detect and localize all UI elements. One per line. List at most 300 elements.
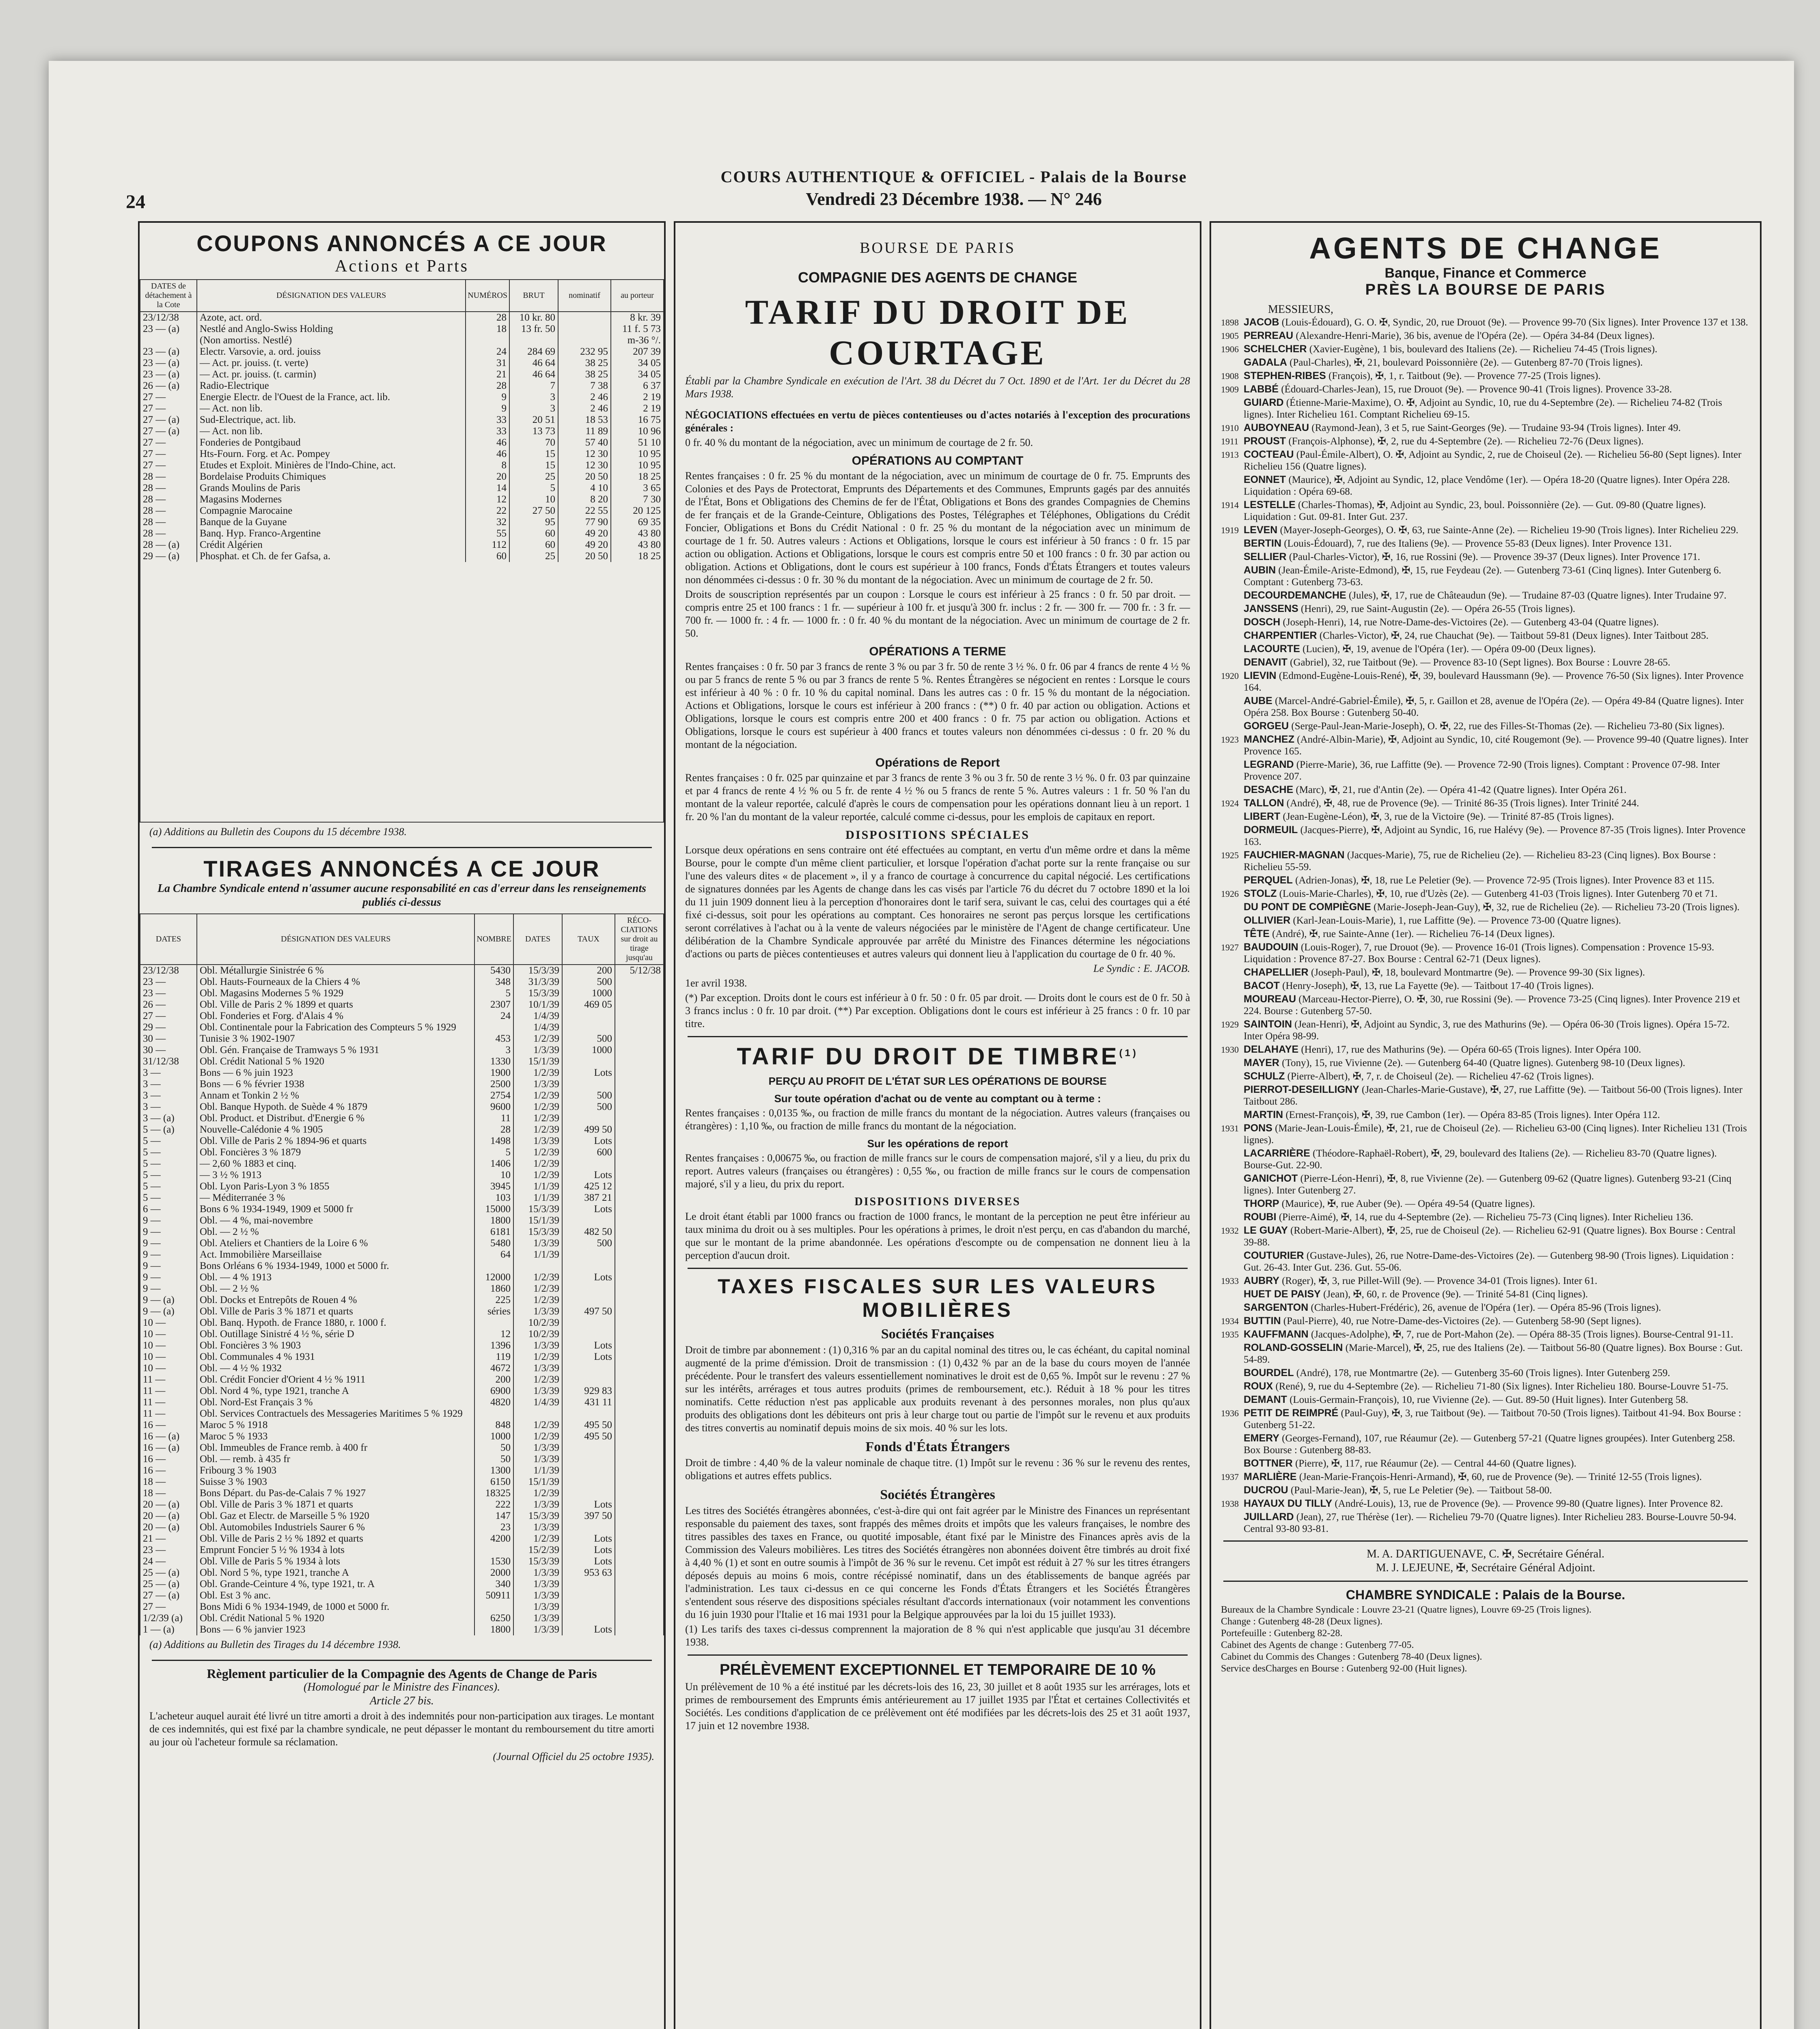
table-cell xyxy=(615,1544,664,1556)
list-item xyxy=(1221,1084,1750,1107)
table-cell: 8 xyxy=(466,460,509,471)
col-porteur: au porteur xyxy=(611,280,664,312)
table-cell: 55 xyxy=(466,528,509,539)
table-cell: 15 xyxy=(509,460,558,471)
list-item xyxy=(1221,1329,1750,1340)
agent-name: BOTTNER xyxy=(1244,1458,1293,1469)
agent-entry xyxy=(1244,317,1748,328)
table-cell: 425 12 xyxy=(562,1181,615,1192)
table-cell: 1/1/39 xyxy=(513,1181,562,1192)
table-cell: 7 30 xyxy=(611,494,664,505)
table-cell: Magasins Modernes xyxy=(197,494,466,505)
table-cell xyxy=(562,1476,615,1488)
table-cell: Energie Electr. de l'Ouest de la France, act. lib. xyxy=(197,392,466,403)
list-item xyxy=(1221,538,1750,549)
table-cell xyxy=(615,1238,664,1249)
agent-year xyxy=(1221,564,1244,588)
table-cell xyxy=(562,1590,615,1601)
table-cell: Emprunt Foncier 5 ½ % 1934 à lots xyxy=(197,1544,474,1556)
agent-year: 1930 xyxy=(1221,1045,1239,1055)
table-cell: 9 — (a) xyxy=(140,1306,197,1317)
table-cell: 499 50 xyxy=(562,1124,615,1135)
report-text: Rentes françaises : 0 fr. 025 par quinzaine et par 3 francs de rente 3 % ou 3 fr. 50 de rente 3 ½ %. 0 fr. 03 par quinzaine et par 4 francs de rente 4 ½ % ou 5 fr. de rente 4 ½ % ou 5 francs de rente 5 %. Autres valeurs : 1 fr. 50 % l'an du montant de la valeur reportée, calculé d'après le cours de compensation pour les opérations donnant lieu à un report. 1 fr. 20 % l'an du montant de la valeur reportée, calculé comme ci-dessus, pour les emplois de capitaux en report. xyxy=(685,772,1190,823)
table-cell xyxy=(562,1295,615,1306)
agent-name: SAINTOIN xyxy=(1244,1019,1292,1030)
table-cell: 27 — (a) xyxy=(140,426,197,437)
table-cell: Act. Immobilière Marseillaise xyxy=(197,1249,474,1260)
table-cell: Fribourg 3 % 1903 xyxy=(197,1465,474,1476)
agent-details: (Robert-Marie-Albert), ✠, 25, rue de Choiseul (2e). — Richelieu 62-91 (Quatre lignes). Box Bourse : Central 39-88. xyxy=(1244,1225,1736,1248)
table-cell xyxy=(513,1408,562,1419)
table-cell xyxy=(615,1272,664,1283)
table-cell: 8 20 xyxy=(558,494,611,505)
table-cell xyxy=(615,1567,664,1579)
table-cell xyxy=(615,1351,664,1363)
agent-year xyxy=(1221,824,1244,848)
table-cell: 20 xyxy=(466,471,509,482)
table-cell: 600 xyxy=(562,1147,615,1158)
table-cell: — Act. non lib. xyxy=(197,426,466,437)
agent-year: 1911 xyxy=(1221,436,1239,446)
list-item xyxy=(1221,1044,1750,1055)
table-cell: Obl. — 2 ½ % xyxy=(197,1283,474,1295)
table-cell: 348 xyxy=(474,976,513,988)
table-cell: 1/3/39 xyxy=(513,1135,562,1147)
table-cell: 70 xyxy=(509,437,558,448)
table-cell xyxy=(558,312,611,323)
table-row xyxy=(140,1590,664,1601)
table-cell: 11 89 xyxy=(558,426,611,437)
reglement-source: (Journal Officiel du 25 octobre 1935). xyxy=(493,1751,654,1762)
table-cell: 29 — xyxy=(140,1022,197,1033)
table-cell: Maroc 5 % 1933 xyxy=(197,1431,474,1442)
agent-name: BAUDOUIN xyxy=(1244,941,1298,953)
table-cell: Obl. Automobiles Industriels Saurer 6 % xyxy=(197,1522,474,1533)
agent-year xyxy=(1221,551,1244,563)
table-cell xyxy=(615,1374,664,1385)
table-cell xyxy=(615,1442,664,1454)
table-cell: 1800 xyxy=(474,1624,513,1635)
table-cell: 27 — xyxy=(140,392,197,403)
table-cell xyxy=(615,1045,664,1056)
table-cell: 24 xyxy=(466,346,509,358)
table-cell: 20 — (a) xyxy=(140,1510,197,1522)
table-cell xyxy=(615,1510,664,1522)
agent-year: 1920 xyxy=(1221,671,1239,681)
taxes-footnote: (1) Les tarifs des taxes ci-dessus comprennent la majoration de 8 % qui n'est applicable que jusqu'au 31 décembre 1938. xyxy=(685,1623,1190,1648)
table-cell: Obl. Banq. Hypoth. de France 1880, r. 1000 f. xyxy=(197,1317,474,1329)
table-cell: 16 — xyxy=(140,1454,197,1465)
agent-year xyxy=(1221,1381,1244,1392)
agent-details: (François), ✠, 1, r. Taitbout (9e). — Provence 77-25 (Trois lignes). xyxy=(1328,370,1601,381)
table-cell: 9 — xyxy=(140,1215,197,1226)
agent-name: ROUBI xyxy=(1244,1211,1277,1223)
table-cell: 1/1/39 xyxy=(513,1192,562,1204)
table-cell: 848 xyxy=(474,1419,513,1431)
coupons-table-blank xyxy=(140,562,664,823)
timbre-report-text: Rentes françaises : 0,00675 ‰, ou fraction de mille francs sur le cours de compensation majoré, s'il y a lieu, du prix du report. Autres valeurs (françaises ou étrangères) : 0,55 ‰, ou fraction de mille francs sur le cours de compensation majoré, s'il y a lieu, du prix du report. xyxy=(685,1152,1190,1190)
table-cell: 46 xyxy=(466,437,509,448)
table-cell: 7 38 xyxy=(558,380,611,392)
masthead-title: COURS AUTHENTIQUE & OFFICIEL - Palais de la Bourse xyxy=(720,168,1187,186)
table-cell: 5430 xyxy=(474,965,513,976)
table-row xyxy=(140,1295,664,1306)
table-cell: 16 — (a) xyxy=(140,1431,197,1442)
list-item xyxy=(1221,474,1750,498)
table-cell: 2000 xyxy=(474,1567,513,1579)
table-cell: 15/1/39 xyxy=(513,1476,562,1488)
table-cell xyxy=(615,1260,664,1272)
agent-entry xyxy=(1244,1367,1670,1379)
table-cell: 38 25 xyxy=(558,358,611,369)
list-item xyxy=(1221,1198,1750,1210)
agent-year xyxy=(1221,1394,1244,1406)
table-cell: 1/2/39 xyxy=(513,1113,562,1124)
agent-year: 1935 xyxy=(1221,1329,1239,1340)
agent-entry xyxy=(1244,1148,1750,1171)
agent-details: (Marie-Jean-Louis-Émile), ✠, 21, rue de Choiseul (2e). — Richelieu 63-00 (Cinq lignes). Inter Richelieu 131 (Trois lignes). xyxy=(1244,1123,1747,1146)
agent-entry xyxy=(1244,474,1750,498)
coupons-subtitle: Actions et Parts xyxy=(335,257,469,276)
table-cell: 25 — (a) xyxy=(140,1579,197,1590)
list-item xyxy=(1221,317,1750,328)
table-cell: Lots xyxy=(562,1170,615,1181)
table-cell: Lots xyxy=(562,1556,615,1567)
agents-sub2: PRÈS LA BOURSE DE PARIS xyxy=(1365,281,1606,298)
agent-name: PROUST xyxy=(1244,435,1286,447)
table-cell: 27 — xyxy=(140,1010,197,1022)
reglement-title: Règlement particulier de la Compagnie des Agents de Change de Paris xyxy=(207,1666,597,1681)
table-cell: 16 — xyxy=(140,1419,197,1431)
agent-details: (Jacques-Pierre), ✠, Adjoint au Syndic, 16, rue Halévy (9e). — Provence 87-35 (Trois lignes). Inter Provence 163. xyxy=(1244,825,1746,847)
table-cell: 9 — xyxy=(140,1272,197,1283)
agent-entry xyxy=(1244,967,1645,978)
table-cell: Obl. Docks et Entrepôts de Rouen 4 % xyxy=(197,1295,474,1306)
table-row xyxy=(140,976,664,988)
table-cell: 51 10 xyxy=(611,437,664,448)
table-cell xyxy=(615,1397,664,1408)
agent-name: MARLIÈRE xyxy=(1244,1471,1297,1482)
table-cell: 1406 xyxy=(474,1158,513,1170)
agent-entry xyxy=(1244,720,1725,732)
agent-details: (Jean-Eugène-Léon), ✠, 3, rue de la Victoire (9e). — Trinité 87-85 (Trois lignes). xyxy=(1283,811,1614,822)
courtage-date: 1er avril 1938. xyxy=(685,977,747,989)
table-cell xyxy=(474,1408,513,1419)
table-row xyxy=(140,1544,664,1556)
agent-name: GORGEU xyxy=(1244,720,1289,732)
table-cell: 46 64 xyxy=(509,358,558,369)
table-cell: Obl. Ville de Paris 3 % 1871 et quarts xyxy=(197,1499,474,1510)
list-item xyxy=(1221,915,1750,926)
list-item xyxy=(1221,1302,1750,1314)
table-cell xyxy=(615,1624,664,1635)
list-item xyxy=(1221,1394,1750,1406)
table-row xyxy=(140,1045,664,1056)
agent-entry xyxy=(1244,643,1596,655)
agent-details: (André), 178, rue Montmartre (2e). — Gutenberg 35-60 (Trois lignes). Inter Gutenberg 259. xyxy=(1296,1368,1670,1379)
agent-entry xyxy=(1244,1458,1576,1469)
table-row xyxy=(140,323,664,335)
table-cell: 1/2/39 xyxy=(513,1488,562,1499)
taxes-fr-heading: Sociétés Françaises xyxy=(881,1327,994,1342)
list-item xyxy=(1221,797,1750,809)
agent-details: (Louis-Roger), 7, rue Drouot (9e). — Provence 16-01 (Trois lignes). Compensation : Provence 15-93. Liquidation : Provence 87-27. Box Bourse : Central 62-71 (Deux lignes). xyxy=(1244,942,1714,965)
table-cell: Lots xyxy=(562,1340,615,1351)
agent-entry xyxy=(1244,330,1655,342)
chambre-line: Bureaux de la Chambre Syndicale : Louvre 23-21 (Quatre lignes), Louvre 69-25 (Trois lignes). xyxy=(1221,1605,1591,1615)
table-cell xyxy=(615,1204,664,1215)
table-cell xyxy=(562,1465,615,1476)
exceptions-text: (*) Par exception. Droits dont le cours est inférieur à 0 fr. 50 : 0 fr. 05 par droit. — Droits dont le cours est de 0 fr. 50 à 3 francs inclus : 0 fr. 10 par droit. (**) Par exception. Obligations dont le cours est inférieur à 25 francs : 0 fr. 10 par titre. xyxy=(685,992,1190,1030)
agent-details: (Paul-Marie-Jean), ✠, 5, rue Le Peletier (9e). — Taitbout 58-00. xyxy=(1290,1485,1552,1496)
table-cell xyxy=(140,335,197,346)
table-cell: 6 — xyxy=(140,1204,197,1215)
table-cell: 1/2/39 xyxy=(513,1124,562,1135)
table-cell: 15/3/39 xyxy=(513,1204,562,1215)
table-cell: — 2,60 % 1883 et cinq. xyxy=(197,1158,474,1170)
col-dates: DATES de détachement à la Cote xyxy=(140,280,197,312)
table-cell: 1/3/39 xyxy=(513,1442,562,1454)
table-cell: 10 96 xyxy=(611,426,664,437)
table-cell: 64 xyxy=(474,1249,513,1260)
table-row xyxy=(140,335,664,346)
table-cell: Phosphat. et Ch. de fer Gafsa, a. xyxy=(197,551,466,562)
agent-year: 1934 xyxy=(1221,1316,1239,1326)
table-cell: 5 — xyxy=(140,1192,197,1204)
page-number: 24 xyxy=(126,191,145,213)
table-cell: 1/3/39 xyxy=(513,1385,562,1397)
table-cell: 1860 xyxy=(474,1283,513,1295)
agent-name: THORP xyxy=(1244,1198,1279,1209)
terme-heading: OPÉRATIONS A TERME xyxy=(869,645,1006,658)
list-item xyxy=(1221,759,1750,782)
dispositions-text: Lorsque deux opérations en sens contraire ont été effectuées au comptant, en vertu d'un même ordre et dans la même Bourse, pour le compte d'un même client particulier, et lorsque l'opération d'achat porte sur la rente française ou sur l'une des valeurs dites « de placement », il y a franco de courtage à concurrence du capital négocié. Les certifications de signatures données par les Agents de change dans les cas visés par l'article 76 du décret du 7 octobre 1890 et la loi du 11 juin 1909 donnent lieu à la perception d'honoraires dont le tarif sera, suivant le cas, celui des courtages qui a été fixé ci-dessus, soit pour les opérations au comptant. Ces honoraires ne seront pas perçus lorsque les certifications seront corrélatives à l'achat ou à la vente de valeurs négociées par le ministère de l'Agent de change certificateur. Une délibération de la Chambre Syndicale approuvée par arrêté du Ministre des Finances détermine les négociations d'actions ou parts de pièces contentieuses et autres valeurs qui donnent lieu à l'application du courtage de 0 fr. 40 %. xyxy=(685,844,1190,960)
agent-year xyxy=(1221,603,1244,615)
table-cell: 1/3/39 xyxy=(513,1567,562,1579)
table-row xyxy=(140,1113,664,1124)
table-cell: 24 xyxy=(474,1010,513,1022)
table-cell: Obl. Foncières 3 % 1903 xyxy=(197,1340,474,1351)
table-row xyxy=(140,539,664,551)
table-row xyxy=(140,403,664,414)
agent-details: (Charles-Hubert-Frédéric), 26, avenue de l'Opéra (1er). — Opéra 85-96 (Trois lignes). xyxy=(1311,1302,1661,1313)
comptant-text: Rentes françaises : 0 fr. 25 % du montant de la négociation, avec un minimum de courtage de 0 fr. 75. Emprunts des Colonies et des Pays de Protectorat, Emprunts des Départements et des Communes, Emprunts gagés par des annuités de l'État, Bons et Obligations des Chemins de fer de l'État, Obligations et Bons des grandes Compagnies de Chemins de fer français et de la Grande-Ceinture, Obligations des Postes, Télégraphes et Téléphones, Obligations du Crédit Foncier, Obligations et Bons du Crédit National : 0 fr. 25 % du montant de la négociation avec un minimum de courtage de 1 fr. 50. Autres valeurs : Actions et Obligations, lorsque le cours est inférieur à 50 francs : 0 fr. 15 par action ou obligation. Actions et Obligations, lorsque le cours est compris entre 50 et 100 francs : 0 fr. 30 par action ou obligation. Actions et Obligations, dont le cours est supérieur à 100 francs, Fonds d'États Étrangers et toutes valeurs non dénommées ci-dessus : 0 fr. 30 % du montant de la négociation. Avec un minimum de courtage de 2 fr. 50. xyxy=(685,470,1190,586)
table-cell: 1900 xyxy=(474,1067,513,1079)
chambre-line: Cabinet des Agents de change : Gutenberg 77-05. xyxy=(1221,1640,1414,1650)
terme-text: Rentes françaises : 0 fr. 50 par 3 francs de rente 3 % ou par 3 fr. 50 de rente 3 ½ %. 0 fr. 06 par 4 francs de rente 4 ½ % ou par 5 francs de rente 5 % ou par 3 francs de rente 5 %. Rentes Étrangères se négocient en rentes : Lorsque le cours est inférieur à 40 % : 0 fr. 10 % du capital nominal. Dans les autres cas : 0 fr. 15 % du montant de la négociation. Actions et Obligations, lorsque le cours est inférieur à 200 francs : (**) 0 fr. 40 par action ou obligation. Actions et Obligations, lorsque le cours est compris entre 200 et 400 francs : 0 fr. 75 par action ou obligation. Actions et Obligations, lorsque le cours est supérieur à 400 francs et toutes valeurs non dénommées ci-dessus : 0 fr. 20 % du montant de la négociation. xyxy=(685,661,1190,750)
table-cell: Hts-Fourn. Forg. et Ac. Pompey xyxy=(197,448,466,460)
table-cell xyxy=(615,1113,664,1124)
table-cell xyxy=(615,1590,664,1601)
table-row xyxy=(140,1022,664,1033)
table-cell: Obl. Nord-Est Français 3 % xyxy=(197,1397,474,1408)
table-cell: 50 xyxy=(474,1454,513,1465)
table-row xyxy=(140,1033,664,1045)
table-cell: Grands Moulins de Paris xyxy=(197,482,466,494)
table-cell: 6250 xyxy=(474,1613,513,1624)
table-row xyxy=(140,380,664,392)
table-cell: 11 xyxy=(474,1113,513,1124)
table-cell: 26 — xyxy=(140,999,197,1010)
tirages-intro: La Chambre Syndicale entend n'assumer aucune responsabilité en cas d'erreur dans les renseignements publiés ci-dessus xyxy=(157,882,647,909)
table-cell: 1/2/39 xyxy=(513,1033,562,1045)
table-cell: 9 xyxy=(466,392,509,403)
table-cell xyxy=(562,1056,615,1067)
agent-entry xyxy=(1244,603,1575,615)
table-cell: 3 xyxy=(474,1045,513,1056)
table-cell: Obl. Services Contractuels des Messageries Maritimes 5 % 1929 xyxy=(197,1408,474,1419)
agent-entry xyxy=(1244,357,1643,368)
agent-details: (Paul-Charles-Victor), ✠, 16, rue Rossini (9e). — Provence 39-37 (Deux lignes). Inter Provence 171. xyxy=(1289,551,1700,562)
table-cell xyxy=(562,1374,615,1385)
coupons-title: COUPONS ANNONCÉS A CE JOUR xyxy=(196,230,607,256)
list-item xyxy=(1221,874,1750,886)
table-cell: 15/1/39 xyxy=(513,1056,562,1067)
agent-year xyxy=(1221,616,1244,628)
list-item xyxy=(1221,967,1750,978)
table-cell xyxy=(615,1010,664,1022)
agent-name: DOSCH xyxy=(1244,616,1281,628)
table-cell: Sud-Electrique, act. lib. xyxy=(197,414,466,426)
table-cell: 60 xyxy=(509,539,558,551)
agent-name: DECOURDEMANCHE xyxy=(1244,590,1346,601)
agent-entry xyxy=(1244,1122,1750,1146)
table-cell: séries xyxy=(474,1306,513,1317)
table-cell: 112 xyxy=(466,539,509,551)
divider xyxy=(1223,1581,1748,1582)
table-cell: 22 xyxy=(466,505,509,517)
agent-details: (Edmond-Eugène-Louis-René), ✠, 39, boulevard Haussmann (9e). — Provence 76-50 (Six lignes). Inter Provence 164. xyxy=(1244,670,1744,693)
agent-name: LIEVIN xyxy=(1244,670,1277,681)
timbre-achat-text: Rentes françaises : 0,0135 ‰, ou fraction de mille francs du montant de la négociation. Autres valeurs (françaises ou étrangères) : 1,10 ‰, ou fraction de mille francs du montant de la négociation. xyxy=(685,1107,1190,1132)
table-row xyxy=(140,1340,664,1351)
table-cell: 12 30 xyxy=(558,460,611,471)
agent-details: (Jean), ✠, 60, r. de Provence (9e). — Trinité 54-81 (Cinq lignes). xyxy=(1323,1289,1588,1300)
table-cell: 20 50 xyxy=(558,471,611,482)
agent-year xyxy=(1221,643,1244,655)
table-cell: 27 — xyxy=(140,460,197,471)
table-cell: 28 — xyxy=(140,494,197,505)
list-item xyxy=(1221,1019,1750,1042)
agent-details: (Pierre-Aimé), ✠, 14, rue du 4-Septembre (2e). — Richelieu 75-73 (Cinq lignes). Inter Richelieu 136. xyxy=(1279,1212,1693,1223)
agent-details: (Roger), ✠, 3, rue Pillet-Will (9e). — Provence 34-01 (Trois lignes). Inter 61. xyxy=(1282,1275,1598,1286)
table-cell: Obl. Communales 4 % 1931 xyxy=(197,1351,474,1363)
table-cell xyxy=(615,1329,664,1340)
agent-entry xyxy=(1244,590,1727,601)
table-row xyxy=(140,1056,664,1067)
table-cell: 3945 xyxy=(474,1181,513,1192)
table-cell: 28 — xyxy=(140,505,197,517)
table-cell: 43 80 xyxy=(611,539,664,551)
table-cell: 1000 xyxy=(562,988,615,999)
table-cell xyxy=(615,1488,664,1499)
agent-year: 1898 xyxy=(1221,317,1239,327)
table-row xyxy=(140,1124,664,1135)
table-cell xyxy=(562,1613,615,1624)
chambre-line: Service desCharges en Bourse : Gutenberg 92-00 (Huit lignes). xyxy=(1221,1663,1467,1674)
table-row xyxy=(140,505,664,517)
divider xyxy=(688,1036,1188,1037)
table-cell: 1800 xyxy=(474,1215,513,1226)
table-cell: Obl. — 4 %, mai-novembre xyxy=(197,1215,474,1226)
table-cell: Obl. Ville de Paris 2 % 1894-96 et quarts xyxy=(197,1135,474,1147)
table-row xyxy=(140,1431,664,1442)
agent-year xyxy=(1221,538,1244,549)
table-cell: 3 — xyxy=(140,1090,197,1101)
table-cell: 5 xyxy=(474,1147,513,1158)
table-cell: 25 — (a) xyxy=(140,1567,197,1579)
agents-list xyxy=(1211,317,1760,1535)
table-cell: 1/1/39 xyxy=(513,1465,562,1476)
agent-name: LEVEN xyxy=(1244,524,1278,536)
table-cell: (Non amortiss. Nestlé) xyxy=(197,335,466,346)
table-cell: 1/3/39 xyxy=(513,1522,562,1533)
agent-year: 1929 xyxy=(1221,1019,1239,1030)
agent-entry xyxy=(1244,524,1738,536)
table-cell xyxy=(615,1465,664,1476)
table-cell: 397 50 xyxy=(562,1510,615,1522)
table-cell: 77 90 xyxy=(558,517,611,528)
table-cell xyxy=(562,1249,615,1260)
agent-name: DENAVIT xyxy=(1244,657,1287,668)
table-cell: 10 — xyxy=(140,1363,197,1374)
chambre-line: Change : Gutenberg 48-28 (Deux lignes). xyxy=(1221,1616,1383,1627)
table-cell: 49 20 xyxy=(558,539,611,551)
table-cell xyxy=(615,1317,664,1329)
table-cell: Obl. Fonderies et Forg. d'Alais 4 % xyxy=(197,1010,474,1022)
table-row xyxy=(140,1079,664,1090)
col-taux: TAUX xyxy=(562,914,615,965)
agent-year xyxy=(1221,874,1244,886)
table-cell: Obl. Gaz et Electr. de Marseille 5 % 1920 xyxy=(197,1510,474,1522)
agent-year: 1926 xyxy=(1221,889,1239,899)
table-cell xyxy=(615,1283,664,1295)
agent-name: DEMANT xyxy=(1244,1394,1287,1405)
table-cell: — 3 ½ % 1913 xyxy=(197,1170,474,1181)
table-row xyxy=(140,965,664,976)
agent-entry xyxy=(1244,1250,1750,1273)
table-cell: 28 xyxy=(466,380,509,392)
agent-year: 1914 xyxy=(1221,500,1239,510)
table-cell xyxy=(615,1067,664,1079)
list-item xyxy=(1221,1381,1750,1392)
table-cell: 1/3/39 xyxy=(513,1340,562,1351)
table-cell: — Act. pr. jouiss. (t. verte) xyxy=(197,358,466,369)
table-cell: 15 xyxy=(509,448,558,460)
agent-name: ROUX xyxy=(1244,1381,1273,1392)
table-cell: 147 xyxy=(474,1510,513,1522)
agent-details: (Gabriel), 32, rue Taitbout (9e). — Provence 83-10 (Sept lignes). Box Bourse : Louvre 28-65. xyxy=(1290,657,1671,668)
agent-entry xyxy=(1244,734,1750,757)
divider xyxy=(688,1654,1188,1656)
table-cell: 1/3/39 xyxy=(513,1590,562,1601)
table-cell: 18 25 xyxy=(611,471,664,482)
list-item xyxy=(1221,1071,1750,1082)
table-cell xyxy=(615,1476,664,1488)
table-cell: Banque de la Guyane xyxy=(197,517,466,528)
table-cell: 6181 xyxy=(474,1226,513,1238)
list-item xyxy=(1221,383,1750,395)
table-cell: 22 55 xyxy=(558,505,611,517)
agent-name: JANSSENS xyxy=(1244,603,1298,614)
table-cell: 27 — xyxy=(140,403,197,414)
table-cell xyxy=(615,1022,664,1033)
table-cell: 232 95 xyxy=(558,346,611,358)
agent-entry xyxy=(1244,1019,1750,1042)
agent-name: DUCROU xyxy=(1244,1484,1288,1496)
list-item xyxy=(1221,1407,1750,1431)
list-item xyxy=(1221,941,1750,965)
